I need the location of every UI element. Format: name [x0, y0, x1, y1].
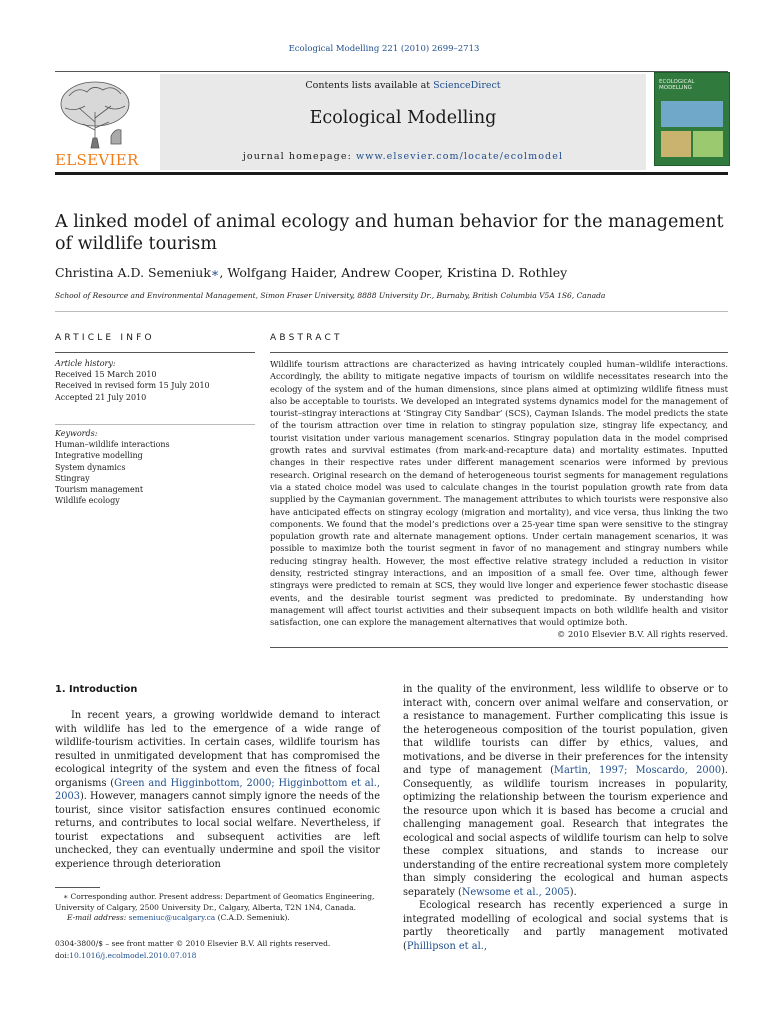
- body-column-right: [403, 683, 728, 953]
- doi-label: doi:: [55, 950, 70, 960]
- keyword: Integrative modelling: [55, 451, 143, 461]
- homepage-link[interactable]: www.elsevier.com/locate/ecolmodel: [356, 151, 564, 162]
- masthead-top-rule: [55, 71, 728, 72]
- journal-citation[interactable]: Ecological Modelling 221 (2010) 2699–2713: [288, 44, 480, 54]
- keywords-block: [55, 428, 255, 506]
- corresponding-author-marker[interactable]: ∗: [210, 265, 220, 280]
- article-history: [55, 358, 255, 403]
- accepted-date: Accepted 21 July 2010: [55, 392, 147, 402]
- footnote-corresponding: [55, 892, 380, 913]
- text-run: Ecological research has recently experienced a surge in integrated modelling of ecological and social systems that is partly theoretically and partly management motivated (: [403, 900, 728, 952]
- front-matter: [55, 938, 380, 961]
- contents-line: [160, 80, 646, 91]
- keyword: Wildlife ecology: [55, 496, 120, 506]
- history-label: Article history:: [55, 359, 116, 368]
- author-rest: , Wolfgang Haider, Andrew Cooper, Kristina D. Rothley: [219, 265, 568, 280]
- homepage-line: [160, 151, 646, 162]
- doi-line: [55, 950, 380, 962]
- cover-title-line-2: MODELLING: [659, 85, 692, 91]
- footnote-text: Corresponding author. Present address: Department of Geomatics Engineering, University of Calgary, 2500 University Dr., Calgary, Alberta, T2N 1N4, Canada.: [55, 892, 375, 912]
- cover-image-icon: [655, 97, 729, 165]
- abstract-rule: [270, 352, 728, 353]
- footnote: [55, 892, 380, 924]
- abstract-heading: ABSTRACT: [270, 333, 343, 343]
- email-label: E-mail address:: [67, 913, 129, 922]
- body-column-left: [55, 709, 380, 871]
- author-first: Christina A.D. Semeniuk: [55, 265, 211, 280]
- text-run: ). However, managers cannot simply ignore the needs of the tourist, since visitor satisfaction ensures continued economic returns, and contributes to local social welfare. Nevertheless, if tourist expectations and subsequent activities are left unchecked, they can eventually undermine and spoil the visitor experience through deterioration: [55, 791, 380, 870]
- keywords-divider: [55, 424, 255, 425]
- author-list: [55, 265, 567, 280]
- keywords-label: Keywords:: [55, 429, 98, 438]
- citation-link[interactable]: Newsome et al., 2005: [461, 886, 570, 898]
- homepage-prefix: journal homepage:: [242, 151, 356, 162]
- footnote-marker: ∗: [63, 892, 69, 901]
- text-run: ).: [569, 886, 577, 898]
- abstract-copyright: © 2010 Elsevier B.V. All rights reserved.: [557, 629, 728, 639]
- footnote-rule: [55, 887, 100, 888]
- affiliation: School of Resource and Environmental Management, Simon Fraser University, 8888 University Dr., Burnaby, British Columbia V5A 1S6, Canada: [55, 291, 606, 300]
- revised-date: Received in revised form 15 July 2010: [55, 381, 210, 391]
- received-date: Received 15 March 2010: [55, 370, 157, 380]
- keyword: Tourism management: [55, 485, 144, 495]
- keyword: Human–wildlife interactions: [55, 440, 170, 450]
- abstract-bottom-rule: [270, 647, 728, 648]
- citation-link[interactable]: Phillipson et al.,: [406, 940, 487, 952]
- citation-link[interactable]: Green and Higginbottom, 2000; Higginbottom et al., 2003: [55, 777, 381, 802]
- article-title: A linked model of animal ecology and human behavior for the management of wildlife tourism: [55, 212, 724, 254]
- journal-name: Ecological Modelling: [309, 108, 497, 128]
- keyword: System dynamics: [55, 462, 126, 472]
- elsevier-wordmark: ELSEVIER: [55, 151, 139, 169]
- title-divider: [55, 311, 728, 312]
- text-run: in the quality of the environment, less wildlife to observe or to interact with, concern over animal welfare and conservation, or a resistance to management. Further complicating this issue is the heterogeneous composition of the tourist population, given that wildlife tourists can differ by ethics, values, and motivations, and be diverse in their preferences for the intensity and type of management (: [403, 684, 728, 776]
- abstract-text: Wildlife tourism attractions are characterized as having intricately coupled human–wildlife interactions. Accordingly, the ability to mitigate negative impacts of tourism on wildlife necessitates research into the ecology of the system and of the human dimensions, since plans aimed at optimizing wildlife fitness must also be acceptable to tourists. We developed an integrated systems dynamics model for the management of tourist–stingray interactions at ‘Stingray City Sandbar’ (SCS), Cayman Islands. The model predicts the state of the tourism attraction over time in relation to stingray population size, stingray life expectancy, and tourist visitation under various management scenarios. Stingray population data in the model comprised growth rates and survival estimates (from mark-and-recapture data) and mortality estimates. Inputted changes in their respective rates under different management scenarios were informed by previous research. Original research on the demand of heterogeneous tourist segments for management regulations via a stated choice model was used to calculate changes in the tourist population growth rate from data supplied by the Caymanian government. The management attributes to which tourists were responsive also have anticipated effects on stingray ecology (migration and mortality), and vice versa, thus linking the two components. We found that the model’s predictions over a 25-year time span were sensitive to the stingray population growth rate and alternate management options. Under certain management scenarios, it was possible to maximize both the tourist segment in favor of no management and stingray numbers while reducing stingray health. However, the most effective relative strategy included a reduction in visitor density, restricted stingray interactions, and an imposition of a small fee. Over time, although fewer stingrays were predicted to remain at SCS, they would live longer and experience fewer stochastic disease events, and the desirable tourist segment was predicted to predominate. By understanding how management will affect tourist activities and their subsequent impacts on both wildlife health and visitor satisfaction, one can explore the management alternatives that would optimize both.: [270, 359, 728, 628]
- paragraph: [403, 899, 728, 953]
- text-run: ). Consequently, as wildlife tourism increases in popularity, optimizing the relationship between the tourism experience and the resource upon which it is based has become a crucial and challenging management goal. Research that integrates the ecological and social aspects of wildlife tourism can help to solve these complex situations, and stands to increase our understanding of the entire recreational system more completely than simply considering the ecological and human aspects separately (: [403, 765, 728, 898]
- journal-cover-thumbnail[interactable]: [654, 72, 730, 166]
- text-run: In recent years, a growing worldwide demand to interact with wildlife has led to the emergence of a wide range of wildlife-tourism activities. In certain cases, wildlife tourism has resulted in unmitigated development that has compromised the ecological integrity of the system and even the fitness of focal organisms (: [55, 710, 380, 789]
- sciencedirect-link[interactable]: ScienceDirect: [433, 80, 501, 91]
- email-suffix: (C.A.D. Semeniuk).: [215, 913, 290, 922]
- cover-title: [659, 79, 725, 91]
- section-heading-introduction: 1. Introduction: [55, 684, 138, 695]
- doi-link[interactable]: 10.1016/j.ecolmodel.2010.07.018: [69, 950, 197, 960]
- paragraph: [55, 709, 380, 871]
- keyword: Stingray: [55, 473, 90, 483]
- issn-line: 0304-3800/$ – see front matter © 2010 Elsevier B.V. All rights reserved.: [55, 939, 331, 948]
- article-info-heading: ARTICLE INFO: [55, 333, 155, 343]
- citation-link[interactable]: Martin, 1997; Moscardo, 2000: [553, 765, 722, 776]
- article-info-rule: [55, 352, 255, 353]
- paragraph: [403, 683, 728, 899]
- masthead-bottom-rule: [55, 172, 728, 175]
- contents-prefix: Contents lists available at: [305, 80, 434, 91]
- cover-title-line-1: ECOLOGICAL: [659, 79, 695, 85]
- email-link[interactable]: semeniuc@ucalgary.ca: [128, 913, 216, 922]
- footnote-email: [55, 913, 380, 924]
